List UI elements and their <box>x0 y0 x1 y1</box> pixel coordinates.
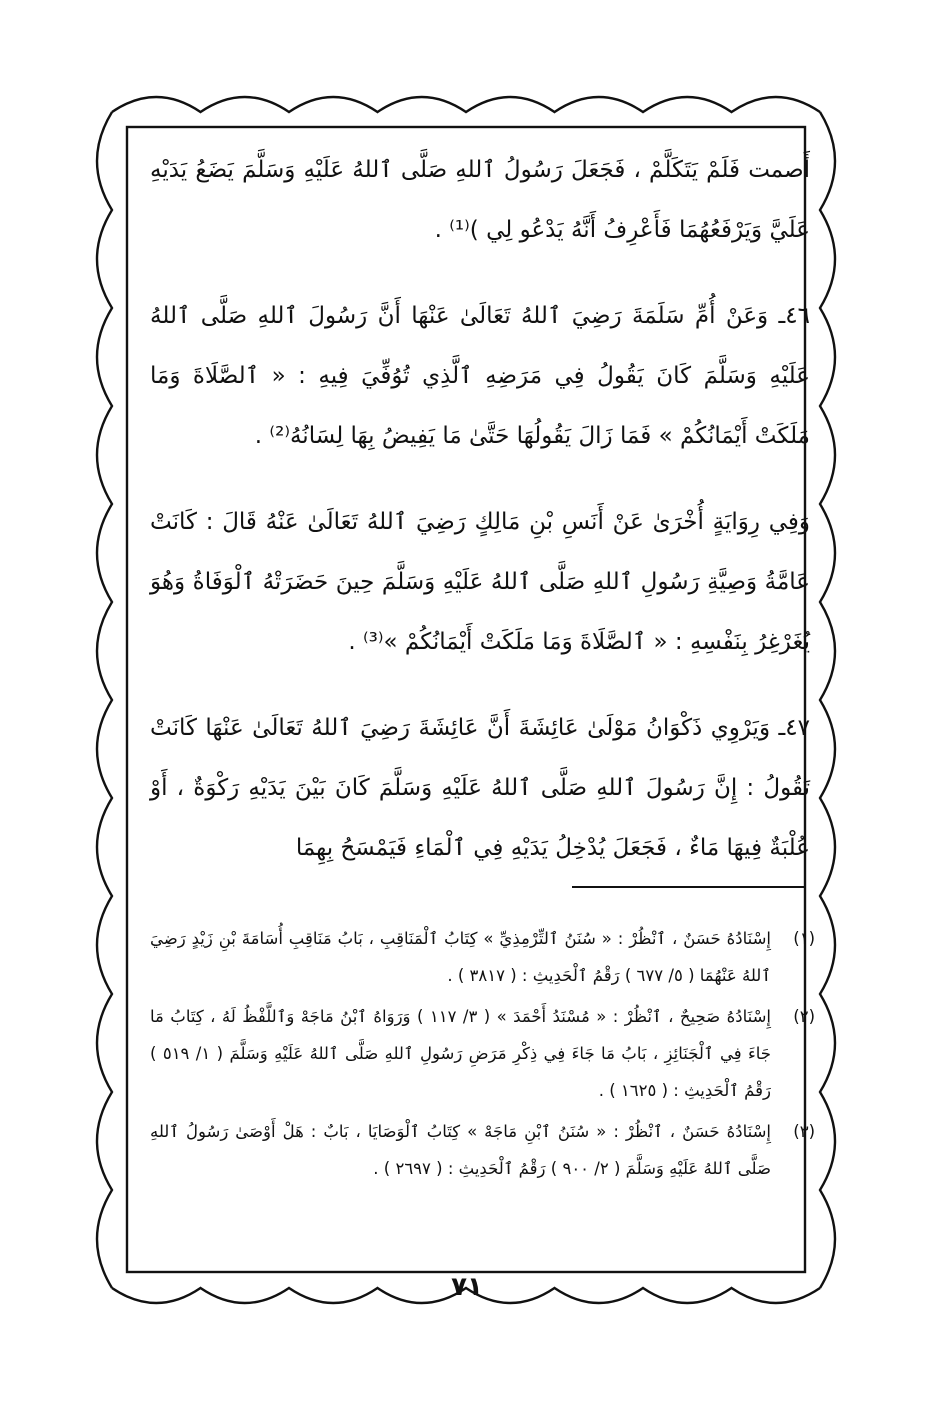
footnote-text: إِسْنَادُهُ صَحِيحٌ ، ٱنْظُرْ : « مُسْنَدُ أَحْمَدَ » ( ٣/ ١١٧ ) وَرَوَاهُ ٱبْنُ مَاجَهْ وَٱللَّفْظُ لَهُ ، كِتَابُ مَا جَاءَ فِي ٱلْجَنَائِزِ ، بَابُ مَا جَاءَ فِي ذِكْرِ مَرَضِ رَسُولِ ٱللهِ صَلَّى ٱللهُ عَلَيْهِ وَسَلَّمَ ( ١/ ٥١٩ ) رَقْمُ ٱلْحَدِيثِ : ( ١٦٢٥ ) . <box>150 1007 771 1100</box>
border-top <box>112 97 820 112</box>
footnote-text: إِسْنَادُهُ حَسَنٌ ، ٱنْظُرْ : « سُنَنُ ٱبْنِ مَاجَهْ » كِتَابُ ٱلْوَصَايَا ، بَابٌ : هَلْ أَوْصَىٰ رَسُولُ ٱللهِ صَلَّى ٱللهُ عَلَيْهِ وَسَلَّمَ ( ٢/ ٩٠٠ ) رَقْمُ ٱلْحَدِيثِ : ( ٢٦٩٧ ) . <box>150 1122 771 1178</box>
border-left <box>97 112 112 1288</box>
main-text <box>150 140 810 878</box>
footnote-text: إِسْنَادُهُ حَسَنٌ ، ٱنْظُرْ : « سُنَنُ ٱلتِّرْمِذِيِّ » كِتَابُ ٱلْمَنَاقِبِ ، بَابُ مَنَاقِبِ أُسَامَةَ بْنِ زَيْدٍ رَضِيَ ٱللهُ عَنْهُمَا ( ٥/ ٦٧٧ ) رَقْمُ ٱلْحَدِيثِ : ( ٣٨١٧ ) . <box>150 929 771 985</box>
footnote-separator <box>572 886 804 888</box>
footnotes <box>150 920 815 1191</box>
footnote-number: (٢) <box>793 1007 815 1026</box>
page-number: ٧١ <box>451 1272 483 1302</box>
footnote-number: (١) <box>793 929 815 948</box>
footnote-1 <box>150 920 815 994</box>
footnote-number: (٣) <box>793 1122 815 1141</box>
footnote-3 <box>150 1113 815 1187</box>
paragraph-hadith-46: ٤٦ـ وَعَنْ أُمِّ سَلَمَةَ رَضِيَ ٱللهُ تَعَالَىٰ عَنْهَا أَنَّ رَسُولَ ٱللهِ صَلَّى ٱللهُ عَلَيْهِ وَسَلَّمَ كَانَ يَقُولُ فِي مَرَضِهِ ٱلَّذِي تُوُفِّيَ فِيهِ : « ٱلصَّلَاةَ وَمَا مَلَكَتْ أَيْمَانُكُمْ » فَمَا زَالَ يَقُولُهَا حَتَّىٰ مَا يَفِيضُ بِهَا لِسَانُهُ⁽²⁾ . <box>150 303 810 449</box>
paragraph-hadith-47: ٤٧ـ وَيَرْوِي ذَكْوَانُ مَوْلَىٰ عَائِشَةَ أَنَّ عَائِشَةَ رَضِيَ ٱللهُ تَعَالَىٰ عَنْهَا كَانَتْ تَقُولُ : إِنَّ رَسُولَ ٱللهِ صَلَّى ٱللهُ عَلَيْهِ وَسَلَّمَ كَانَ بَيْنَ يَدَيْهِ رَكْوَةٌ ، أَوْ عُلْبَةٌ فِيهَا مَاءٌ ، فَجَعَلَ يُدْخِلُ يَدَيْهِ فِي ٱلْمَاءِ فَيَمْسَحُ بِهِمَا <box>150 715 810 861</box>
footnote-2 <box>150 998 815 1109</box>
paragraph-another-narration: وَفِي رِوَايَةٍ أُخْرَىٰ عَنْ أَنَسِ بْنِ مَالِكٍ رَضِيَ ٱللهُ تَعَالَىٰ عَنْهُ قَالَ : كَانَتْ عَامَّةُ وَصِيَّةِ رَسُولِ ٱللهِ صَلَّى ٱللهُ عَلَيْهِ وَسَلَّمَ حِينَ حَضَرَتْهُ ٱلْوَفَاةُ وَهُوَ يُغَرْغِرُ بِنَفْسِهِ : « ٱلصَّلَاةَ وَمَا مَلَكَتْ أَيْمَانُكُمْ »⁽³⁾ . <box>150 509 810 655</box>
border-right <box>820 112 835 1288</box>
paragraph-continuation: أَصمت فَلَمْ يَتَكَلَّمْ ، فَجَعَلَ رَسُولُ ٱللهِ صَلَّى ٱللهُ عَلَيْهِ وَسَلَّمَ يَضَعُ يَدَيْهِ عَلَيَّ وَيَرْفَعُهُمَا فَأَعْرِفُ أَنَّهُ يَدْعُو لِي )⁽¹⁾ . <box>150 157 810 243</box>
